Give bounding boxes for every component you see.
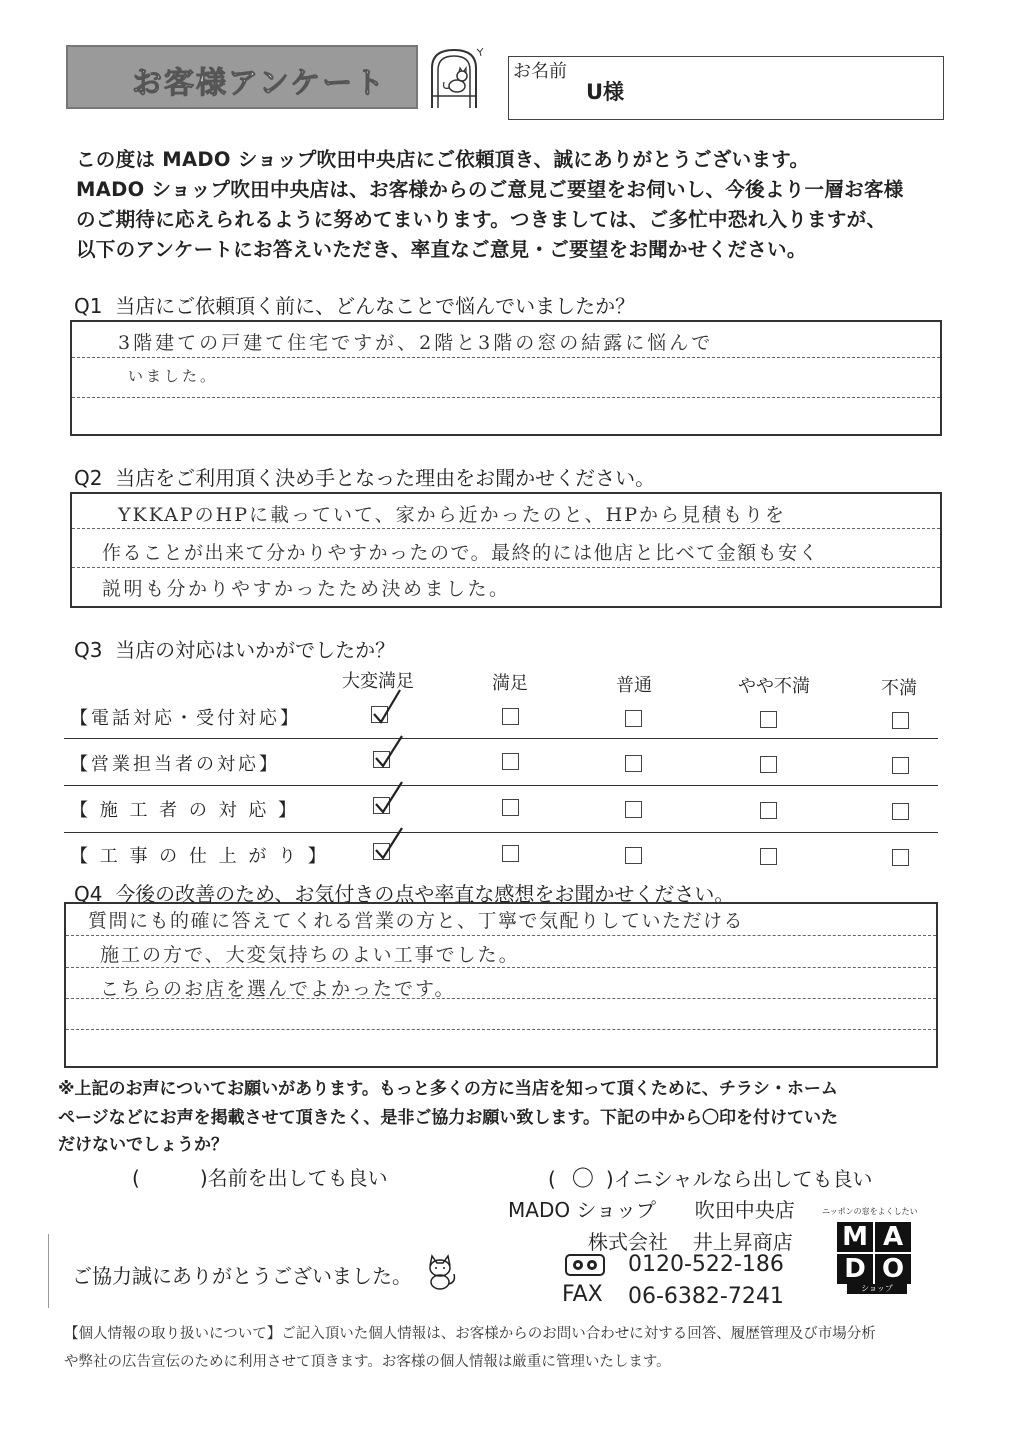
circle-mark: 〇 bbox=[571, 1167, 594, 1192]
row-divider bbox=[64, 832, 938, 833]
option-initials-ok[interactable] bbox=[548, 1162, 872, 1193]
rating-checkbox[interactable] bbox=[625, 710, 642, 727]
q1-text: 当店にご依頼頂く前に、どんなことで悩んでいましたか？ bbox=[115, 294, 636, 318]
option-name-ok-label: 名前を出しても良い bbox=[207, 1166, 388, 1190]
q1-number: Q1 bbox=[74, 294, 103, 318]
col-somewhat-dissatisfied: やや不満 bbox=[738, 676, 810, 697]
rating-checkbox[interactable] bbox=[892, 712, 909, 729]
shop-company bbox=[588, 1226, 793, 1255]
option-initials-ok-label: イニシャルなら出しても良い bbox=[613, 1167, 873, 1191]
ruled-line bbox=[72, 357, 940, 358]
q3-heading bbox=[74, 634, 395, 663]
ruled-line bbox=[66, 935, 936, 936]
q3-number: Q3 bbox=[74, 638, 103, 662]
shop-tel: 0120-522-186 bbox=[628, 1252, 784, 1277]
q1-answer-line: いました。 bbox=[128, 367, 219, 385]
note-line: だけないでしょうか？ bbox=[58, 1135, 228, 1155]
col-satisfied: 満足 bbox=[492, 673, 528, 694]
rating-checkbox[interactable] bbox=[625, 801, 642, 818]
rating-checkbox[interactable] bbox=[502, 799, 519, 816]
q4-text: 今後の改善のため、お気付きの点や率直な感想をお聞かせください。 bbox=[115, 882, 735, 906]
rating-checkbox[interactable] bbox=[892, 803, 909, 820]
logo-letter: D bbox=[837, 1254, 873, 1284]
ruled-line bbox=[72, 528, 940, 529]
intro-line: この度は MADO ショップ吹田中央店にご依頼頂き、誠にありがとうございます。 bbox=[76, 148, 810, 171]
q2-heading bbox=[74, 462, 655, 491]
q1-answer-line: 3階建ての戸建て住宅ですが、2階と3階の窓の結露に悩んで bbox=[118, 332, 714, 354]
ruled-line bbox=[72, 567, 940, 568]
logo-sub: ショップ bbox=[847, 1284, 907, 1294]
q3-row-label: 【 施 工 者 の 対 応 】 bbox=[70, 800, 300, 821]
q3-row-label: 【営業担当者の対応】 bbox=[70, 754, 280, 775]
logo-letter: M bbox=[837, 1222, 873, 1252]
row-divider bbox=[64, 785, 938, 786]
shop-brand-name: MADO ショップ bbox=[508, 1198, 657, 1222]
option-name-ok[interactable] bbox=[132, 1162, 388, 1191]
rating-checkbox[interactable] bbox=[892, 849, 909, 866]
rating-checkbox[interactable] bbox=[760, 711, 777, 728]
logo-letter: A bbox=[875, 1222, 911, 1252]
note-line: ※上記のお声についてお願いがあります。もっと多くの方に当店を知って頂くために、チラシ・ホーム bbox=[58, 1079, 838, 1099]
window-cat-icon bbox=[424, 46, 484, 110]
logo-tagline: ニッポンの窓をよくしたい bbox=[822, 1207, 918, 1216]
shop-brand bbox=[508, 1194, 795, 1223]
rating-checkbox[interactable] bbox=[760, 756, 777, 773]
q4-number: Q4 bbox=[74, 882, 103, 906]
cat-icon bbox=[422, 1252, 458, 1290]
q3-text: 当店の対応はいかがでしたか？ bbox=[115, 638, 396, 662]
logo-letter: O bbox=[875, 1254, 911, 1284]
col-dissatisfied: 不満 bbox=[881, 678, 917, 699]
check-marks bbox=[360, 686, 410, 876]
name-value: U様 bbox=[586, 80, 625, 104]
paren-open: ( bbox=[132, 1166, 140, 1190]
company-type: 株式会社 bbox=[588, 1230, 668, 1254]
shop-branch: 吹田中央店 bbox=[694, 1198, 795, 1222]
rating-checkbox[interactable] bbox=[502, 753, 519, 770]
q2-text: 当店をご利用頂く決め手となった理由をお聞かせください。 bbox=[115, 466, 656, 490]
name-label: お名前 bbox=[513, 61, 567, 82]
check-mark-icon bbox=[376, 736, 402, 766]
q4-answer-line: 施工の方で、大変気持ちのよい工事でした。 bbox=[100, 944, 520, 966]
rating-checkbox[interactable] bbox=[502, 708, 519, 725]
rating-checkbox[interactable] bbox=[760, 848, 777, 865]
rating-checkbox[interactable] bbox=[502, 845, 519, 862]
free-dial-icon bbox=[565, 1254, 605, 1276]
paren-close: ) bbox=[199, 1166, 208, 1190]
q2-answer-line: 作ることが出来て分かりやすかったので。最終的には他店と比べて金額も安く bbox=[102, 542, 820, 564]
row-divider bbox=[64, 738, 938, 739]
name-box bbox=[508, 56, 944, 120]
rating-checkbox[interactable] bbox=[760, 802, 777, 819]
privacy-line: 【個人情報の取り扱いについて】ご記入頂いた個人情報は、お客様からのお問い合わせに対する回答、履歴管理及び市場分析 bbox=[64, 1326, 876, 1342]
q4-answer-line: 質問にも的確に答えてくれる営業の方と、丁寧で気配りしていただける bbox=[88, 910, 745, 932]
closing-message: ご協力誠にありがとうございました。 bbox=[72, 1264, 412, 1288]
col-very-satisfied: 大変満足 bbox=[342, 671, 414, 692]
fax-label: FAX bbox=[562, 1282, 603, 1307]
q2-answer-line: YKKAPのHPに載っていて、家から近かったのと、HPから見積もりを bbox=[118, 504, 786, 526]
paren-close: ) bbox=[605, 1167, 614, 1191]
q2-number: Q2 bbox=[74, 466, 103, 490]
rating-checkbox[interactable] bbox=[625, 847, 642, 864]
ruled-line bbox=[66, 967, 936, 968]
privacy-line: や弊社の広告宣伝のために利用させて頂きます。お客様の個人情報は厳重に管理いたします。 bbox=[64, 1354, 671, 1370]
margin-mark bbox=[48, 1234, 49, 1308]
q1-heading bbox=[74, 290, 635, 319]
rating-checkbox[interactable] bbox=[892, 757, 909, 774]
check-mark-icon bbox=[376, 782, 402, 812]
shop-fax: 06-6382-7241 bbox=[628, 1284, 784, 1309]
note-line: ページなどにお声を掲載させて頂きたく、是非ご協力お願い致します。下記の中から〇印を付けていた bbox=[58, 1108, 838, 1128]
rating-checkbox[interactable] bbox=[625, 755, 642, 772]
col-normal: 普通 bbox=[616, 675, 652, 696]
q2-answer-line: 説明も分かりやすかったため決めました。 bbox=[102, 578, 511, 600]
check-mark-icon bbox=[374, 690, 400, 722]
check-mark-icon bbox=[376, 828, 402, 858]
intro-line: MADO ショップ吹田中央店は、お客様からのご意見ご要望をお伺いし、今後より一層お客様 bbox=[76, 178, 904, 201]
q4-answer-line: こちらのお店を選んでよかったです。 bbox=[100, 978, 456, 1000]
company-name: 井上昇商店 bbox=[692, 1230, 793, 1254]
ruled-line bbox=[72, 397, 940, 398]
intro-line: のご期待に応えられるように努めてまいります。つきましては、ご多忙中恐れ入りますが、 bbox=[76, 208, 887, 231]
paren-open: ( bbox=[548, 1167, 556, 1191]
intro-line: 以下のアンケートにお答えいただき、率直なご意見・ご要望をお聞かせください。 bbox=[76, 238, 807, 261]
q3-row-label: 【 工 事 の 仕 上 が り 】 bbox=[70, 846, 329, 867]
ruled-line bbox=[66, 1029, 936, 1030]
page-title: お客様アンケート bbox=[132, 66, 387, 101]
mado-logo bbox=[837, 1222, 917, 1292]
q3-row-label: 【電話対応・受付対応】 bbox=[70, 708, 301, 729]
